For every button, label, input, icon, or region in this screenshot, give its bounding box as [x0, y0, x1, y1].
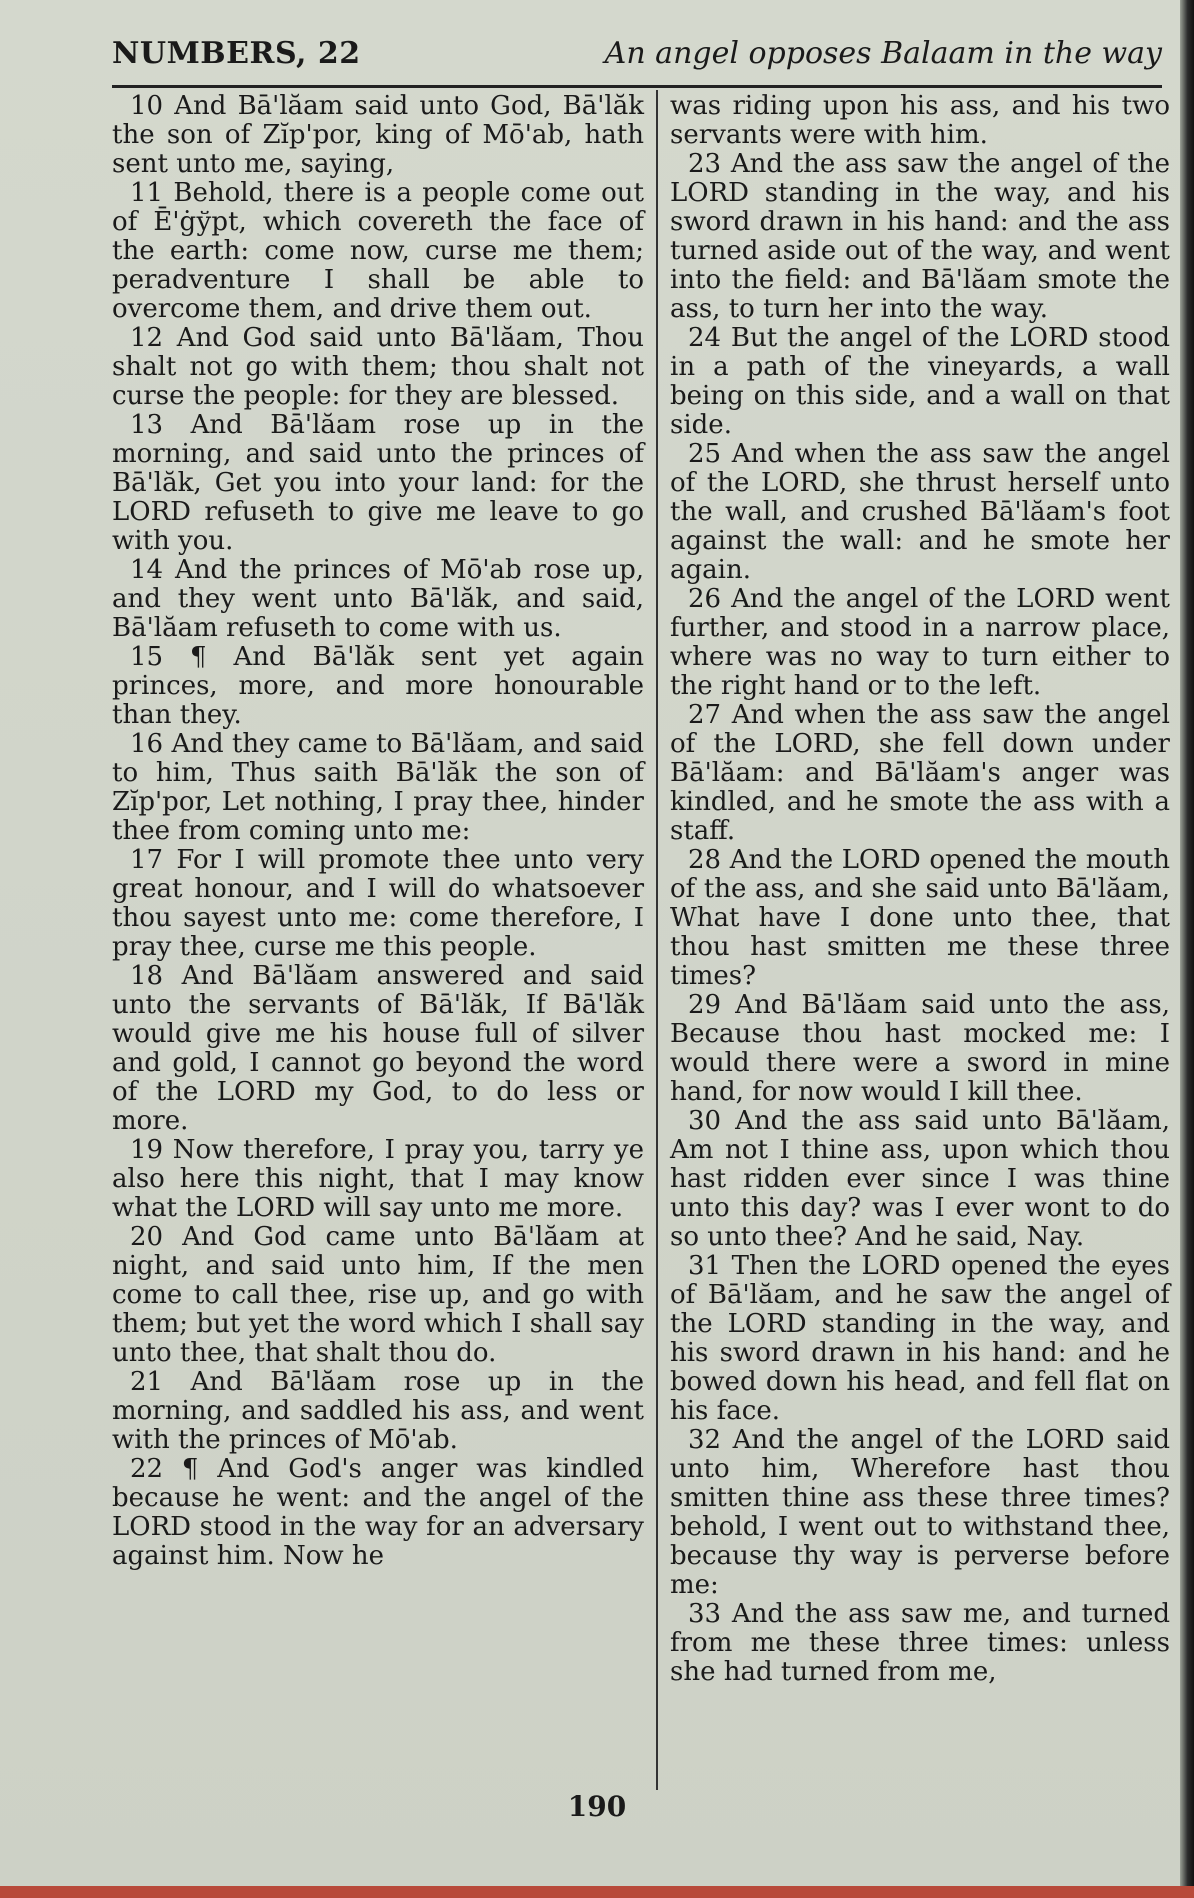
verse-29: 29 And Bā'lăam said unto the ass, Because thou hast mocked me: I would there were a sword in mine hand, for now would I kill thee. [670, 990, 1170, 1107]
verse-18: 18 And Bā'lăam answered and said unto the servants of Bā'lăk, If Bā'lăk would give me his house full of silver and gold, I cannot go beyond the word of the LORD my God, to do less or more. [112, 961, 644, 1136]
verse-31: 31 Then the LORD opened the eyes of Bā'lăam, and he saw the angel of the LORD standing in the way, and his sword drawn in his hand: and he bowed down his head, and fell flat on his face. [670, 1251, 1170, 1426]
verse-22: 22 ¶ And God's anger was kindled because he went: and the angel of the LORD stood in the way for an adversary against him. Now he [112, 1454, 644, 1571]
verse-19: 19 Now therefore, I pray you, tarry ye also here this night, that I may know what the LORD will say unto me more. [112, 1135, 644, 1223]
verse-33: 33 And the ass saw me, and turned from me these three times: unless she had turned from me, [670, 1599, 1170, 1687]
verse-24: 24 But the angel of the LORD stood in a path of the vineyards, a wall being on this side, and a wall on that side. [670, 323, 1170, 440]
verse-22-continued: was riding upon his ass, and his two servants were with him. [670, 91, 1170, 150]
verse-15: 15 ¶ And Bā'lăk sent yet again princes, more, and more honourable than they. [112, 642, 644, 730]
page-header [112, 36, 1162, 80]
page-edge-shadow [1180, 0, 1194, 1898]
running-head: An angel opposes Balaam in the way [604, 36, 1162, 71]
verse-25: 25 And when the ass saw the angel of the LORD, she thrust herself unto the wall, and crushed Bā'lăam's foot against the wall: and he smote her again. [670, 439, 1170, 585]
verse-14: 14 And the princes of Mō'ab rose up, and they went unto Bā'lăk, and said, Bā'lăam refuseth to come with us. [112, 555, 644, 643]
page-number: 190 [567, 1790, 627, 1823]
right-column [670, 92, 1170, 1687]
verse-28: 28 And the LORD opened the mouth of the ass, and she said unto Bā'lăam, What have I done unto thee, that thou hast smitten me these three times? [670, 845, 1170, 991]
verse-23: 23 And the ass saw the angel of the LORD standing in the way, and his sword drawn in his hand: and the ass turned aside out of the way, and went into the field: and Bā'lăam smote the ass, to turn her into the way. [670, 149, 1170, 324]
verse-21: 21 And Bā'lăam rose up in the morning, and saddled his ass, and went with the princes of Mō'ab. [112, 1367, 644, 1455]
verse-20: 20 And God came unto Bā'lăam at night, and said unto him, If the men come to call thee, rise up, and go with them; but yet the word which I shall say unto thee, that shalt thou do. [112, 1222, 644, 1368]
verse-17: 17 For I will promote thee unto very great honour, and I will do whatsoever thou sayest unto me: come therefore, I pray thee, curse me this people. [112, 845, 644, 962]
column-divider [656, 90, 658, 1790]
verse-27: 27 And when the ass saw the angel of the LORD, she fell down under Bā'lăam: and Bā'lăam's anger was kindled, and he smote the ass with a staff. [670, 700, 1170, 846]
bottom-edge [0, 1886, 1194, 1898]
verse-16: 16 And they came to Bā'lăam, and said to him, Thus saith Bā'lăk the son of Zĭp'por, Let nothing, I pray thee, hinder thee from coming unto me: [112, 729, 644, 846]
verse-13: 13 And Bā'lăam rose up in the morning, and said unto the princes of Bā'lăk, Get you into your land: for the LORD refuseth to give me leave to go with you. [112, 410, 644, 556]
verse-30: 30 And the ass said unto Bā'lăam, Am not I thine ass, upon which thou hast ridden ever since I was thine unto this day? was I ever wont to do so unto thee? And he said, Nay. [670, 1106, 1170, 1252]
left-column [112, 92, 644, 1571]
verse-26: 26 And the angel of the LORD went further, and stood in a narrow place, where was no way to turn either to the right hand or to the left. [670, 584, 1170, 701]
verse-11: 11 Behold, there is a people come out of Ē'ġўpt, which covereth the face of the earth: come now, curse me them; peradventure I shall be able to overcome them, and drive them out. [112, 178, 644, 324]
book-chapter-heading: NUMBERS, 22 [112, 36, 361, 71]
verse-10: 10 And Bā'lăam said unto God, Bā'lăk the son of Zĭp'por, king of Mō'ab, hath sent unto me, saying, [112, 91, 644, 179]
verse-12: 12 And God said unto Bā'lăam, Thou shalt not go with them; thou shalt not curse the people: for they are blessed. [112, 323, 644, 411]
header-rule [112, 85, 1162, 88]
verse-32: 32 And the angel of the LORD said unto him, Wherefore hast thou smitten thine ass these three times? behold, I went out to withstand thee, because thy way is perverse before me: [670, 1425, 1170, 1600]
